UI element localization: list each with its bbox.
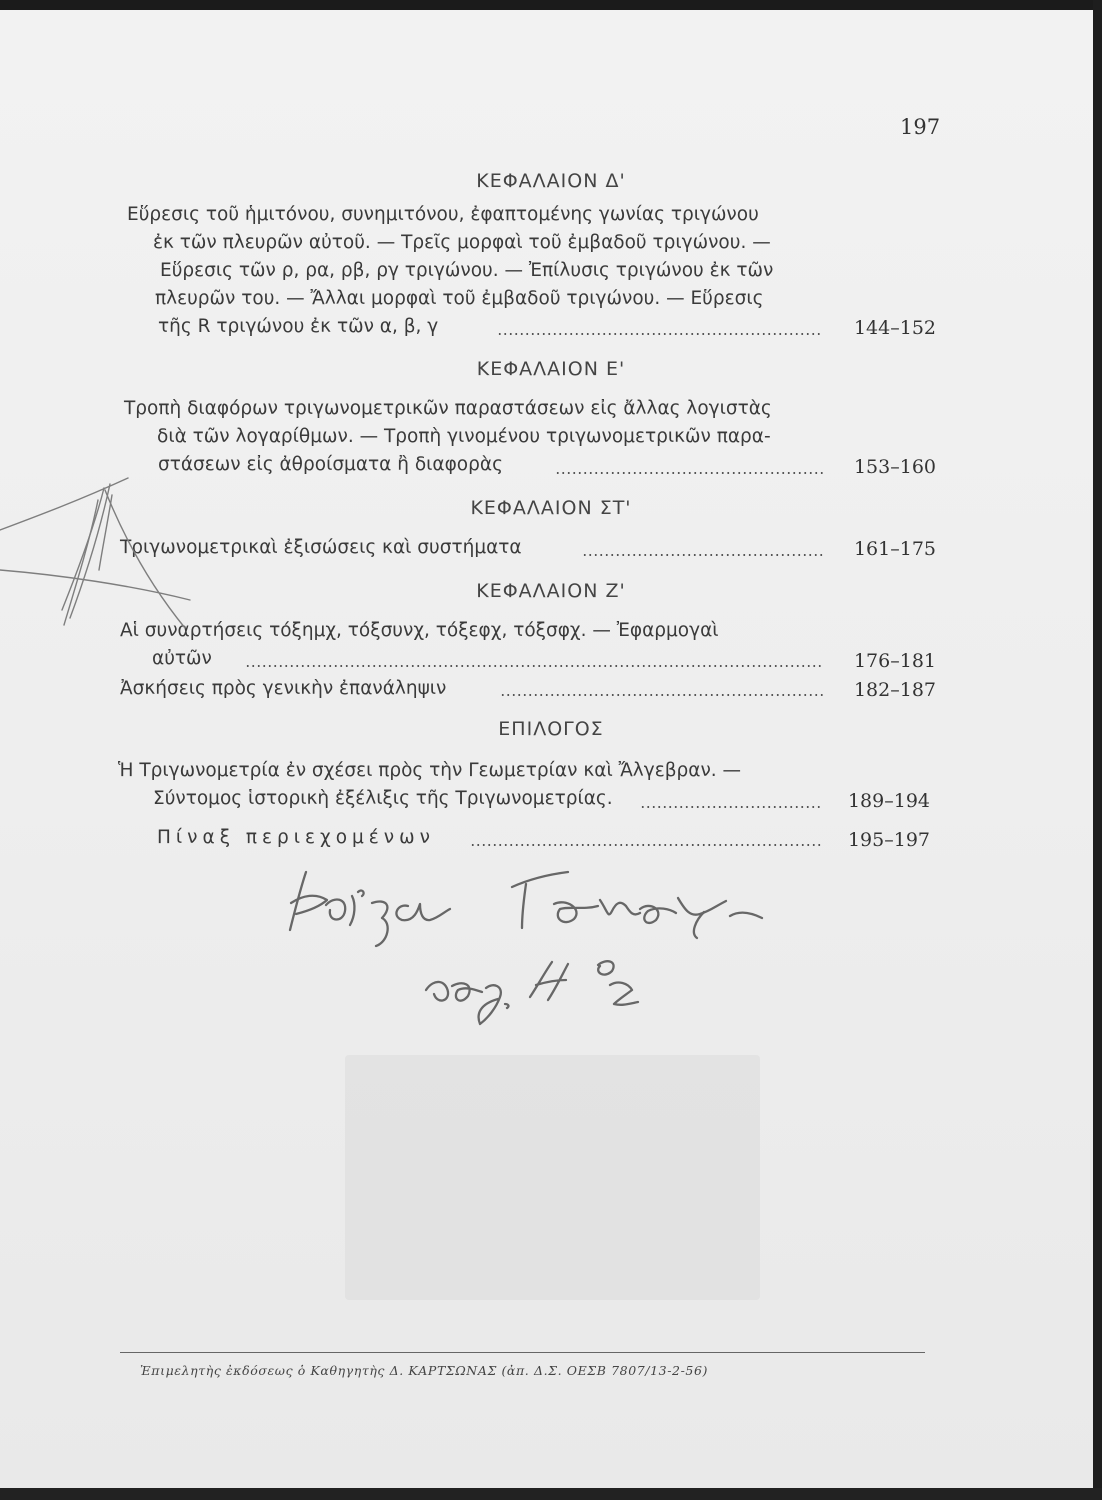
page-range: 189–194 bbox=[847, 790, 930, 812]
toc-line: Ἡ Τριγωνομετρία ἐν σχέσει πρὸς τὴν Γεωμετρίαν καὶ Ἄλγεβραν. — bbox=[118, 760, 742, 781]
toc-line: Τροπὴ διαφόρων τριγωνομετρικῶν παραστάσεων εἰς ἄλλας λογιστὰς bbox=[124, 398, 772, 419]
toc-line: Ἀσκήσεις πρὸς γενικὴν ἐπανάληψιν bbox=[120, 678, 447, 699]
printer-credit: Ἐπιμελητὴς ἐκδόσεως ὁ Καθηγητὴς Δ. ΚΑΡΤΣΩΝΑΣ (ἀπ. Δ.Σ. ΟΕΣΒ 7807/13-2-56) bbox=[140, 1363, 709, 1378]
pencil-scribble bbox=[0, 478, 190, 628]
toc-line: αὐτῶν bbox=[152, 648, 212, 669]
chapter-heading-d: ΚΕΦΑΛΑΙΟΝ Δ' bbox=[476, 170, 626, 192]
chapter-heading-z: ΚΕΦΑΛΑΙΟΝ Ζ' bbox=[476, 580, 626, 602]
toc-line: διὰ τῶν λογαρίθμων. — Τροπὴ γινομένου τριγωνομετρικῶν παρα- bbox=[157, 426, 771, 447]
page-range: 153–160 bbox=[853, 456, 936, 478]
chapter-heading-e: ΚΕΦΑΛΑΙΟΝ Ε' bbox=[476, 358, 626, 380]
toc-line: Εὕρεσις τοῦ ἡμιτόνου, συνημιτόνου, ἐφαπτομένης γωνίας τριγώνου bbox=[127, 204, 759, 225]
handwritten-signature bbox=[290, 872, 762, 1024]
page-range: 144–152 bbox=[853, 317, 936, 339]
page-range: 195–197 bbox=[847, 829, 930, 851]
page-number: 197 bbox=[900, 115, 941, 139]
footer-rule bbox=[120, 1352, 925, 1353]
page-range: 176–181 bbox=[853, 650, 936, 672]
toc-line: πλευρῶν του. — Ἄλλαι μορφαὶ τοῦ ἐμβαδοῦ τριγώνου. — Εὕρεσις bbox=[155, 288, 764, 309]
toc-line: τῆς R τριγώνου ἐκ τῶν α, β, γ bbox=[158, 316, 439, 337]
epilogue-heading: ΕΠΙΛΟΓΟΣ bbox=[498, 718, 604, 740]
chapter-heading-st: ΚΕΦΑΛΑΙΟΝ ΣΤ' bbox=[470, 497, 632, 519]
toc-line: Τριγωνομετρικαὶ ἐξισώσεις καὶ συστήματα bbox=[120, 537, 522, 558]
toc-line: ἐκ τῶν πλευρῶν αὐτοῦ. — Τρεῖς μορφαὶ τοῦ ἐμβαδοῦ τριγώνου. — bbox=[153, 232, 771, 253]
toc-line: Εὕρεσις τῶν ρ, ρα, ρβ, ργ τριγώνου. — Ἐπίλυσις τριγώνου ἐκ τῶν bbox=[160, 260, 774, 281]
toc-line: Πίναξ περιεχομένων bbox=[157, 827, 435, 848]
page-range: 182–187 bbox=[853, 679, 936, 701]
toc-line: στάσεων εἰς ἀθροίσματα ἢ διαφορὰς bbox=[158, 454, 503, 475]
toc-line: Σύντομος ἱστορικὴ ἐξέλιξις τῆς Τριγωνομετρίας. bbox=[153, 788, 613, 809]
page-range: 161–175 bbox=[853, 538, 936, 560]
toc-line: Αἱ συναρτήσεις τόξημχ, τόξσυνχ, τόξεφχ, τόξσφχ. — Ἐφαρμογαὶ bbox=[120, 620, 719, 641]
